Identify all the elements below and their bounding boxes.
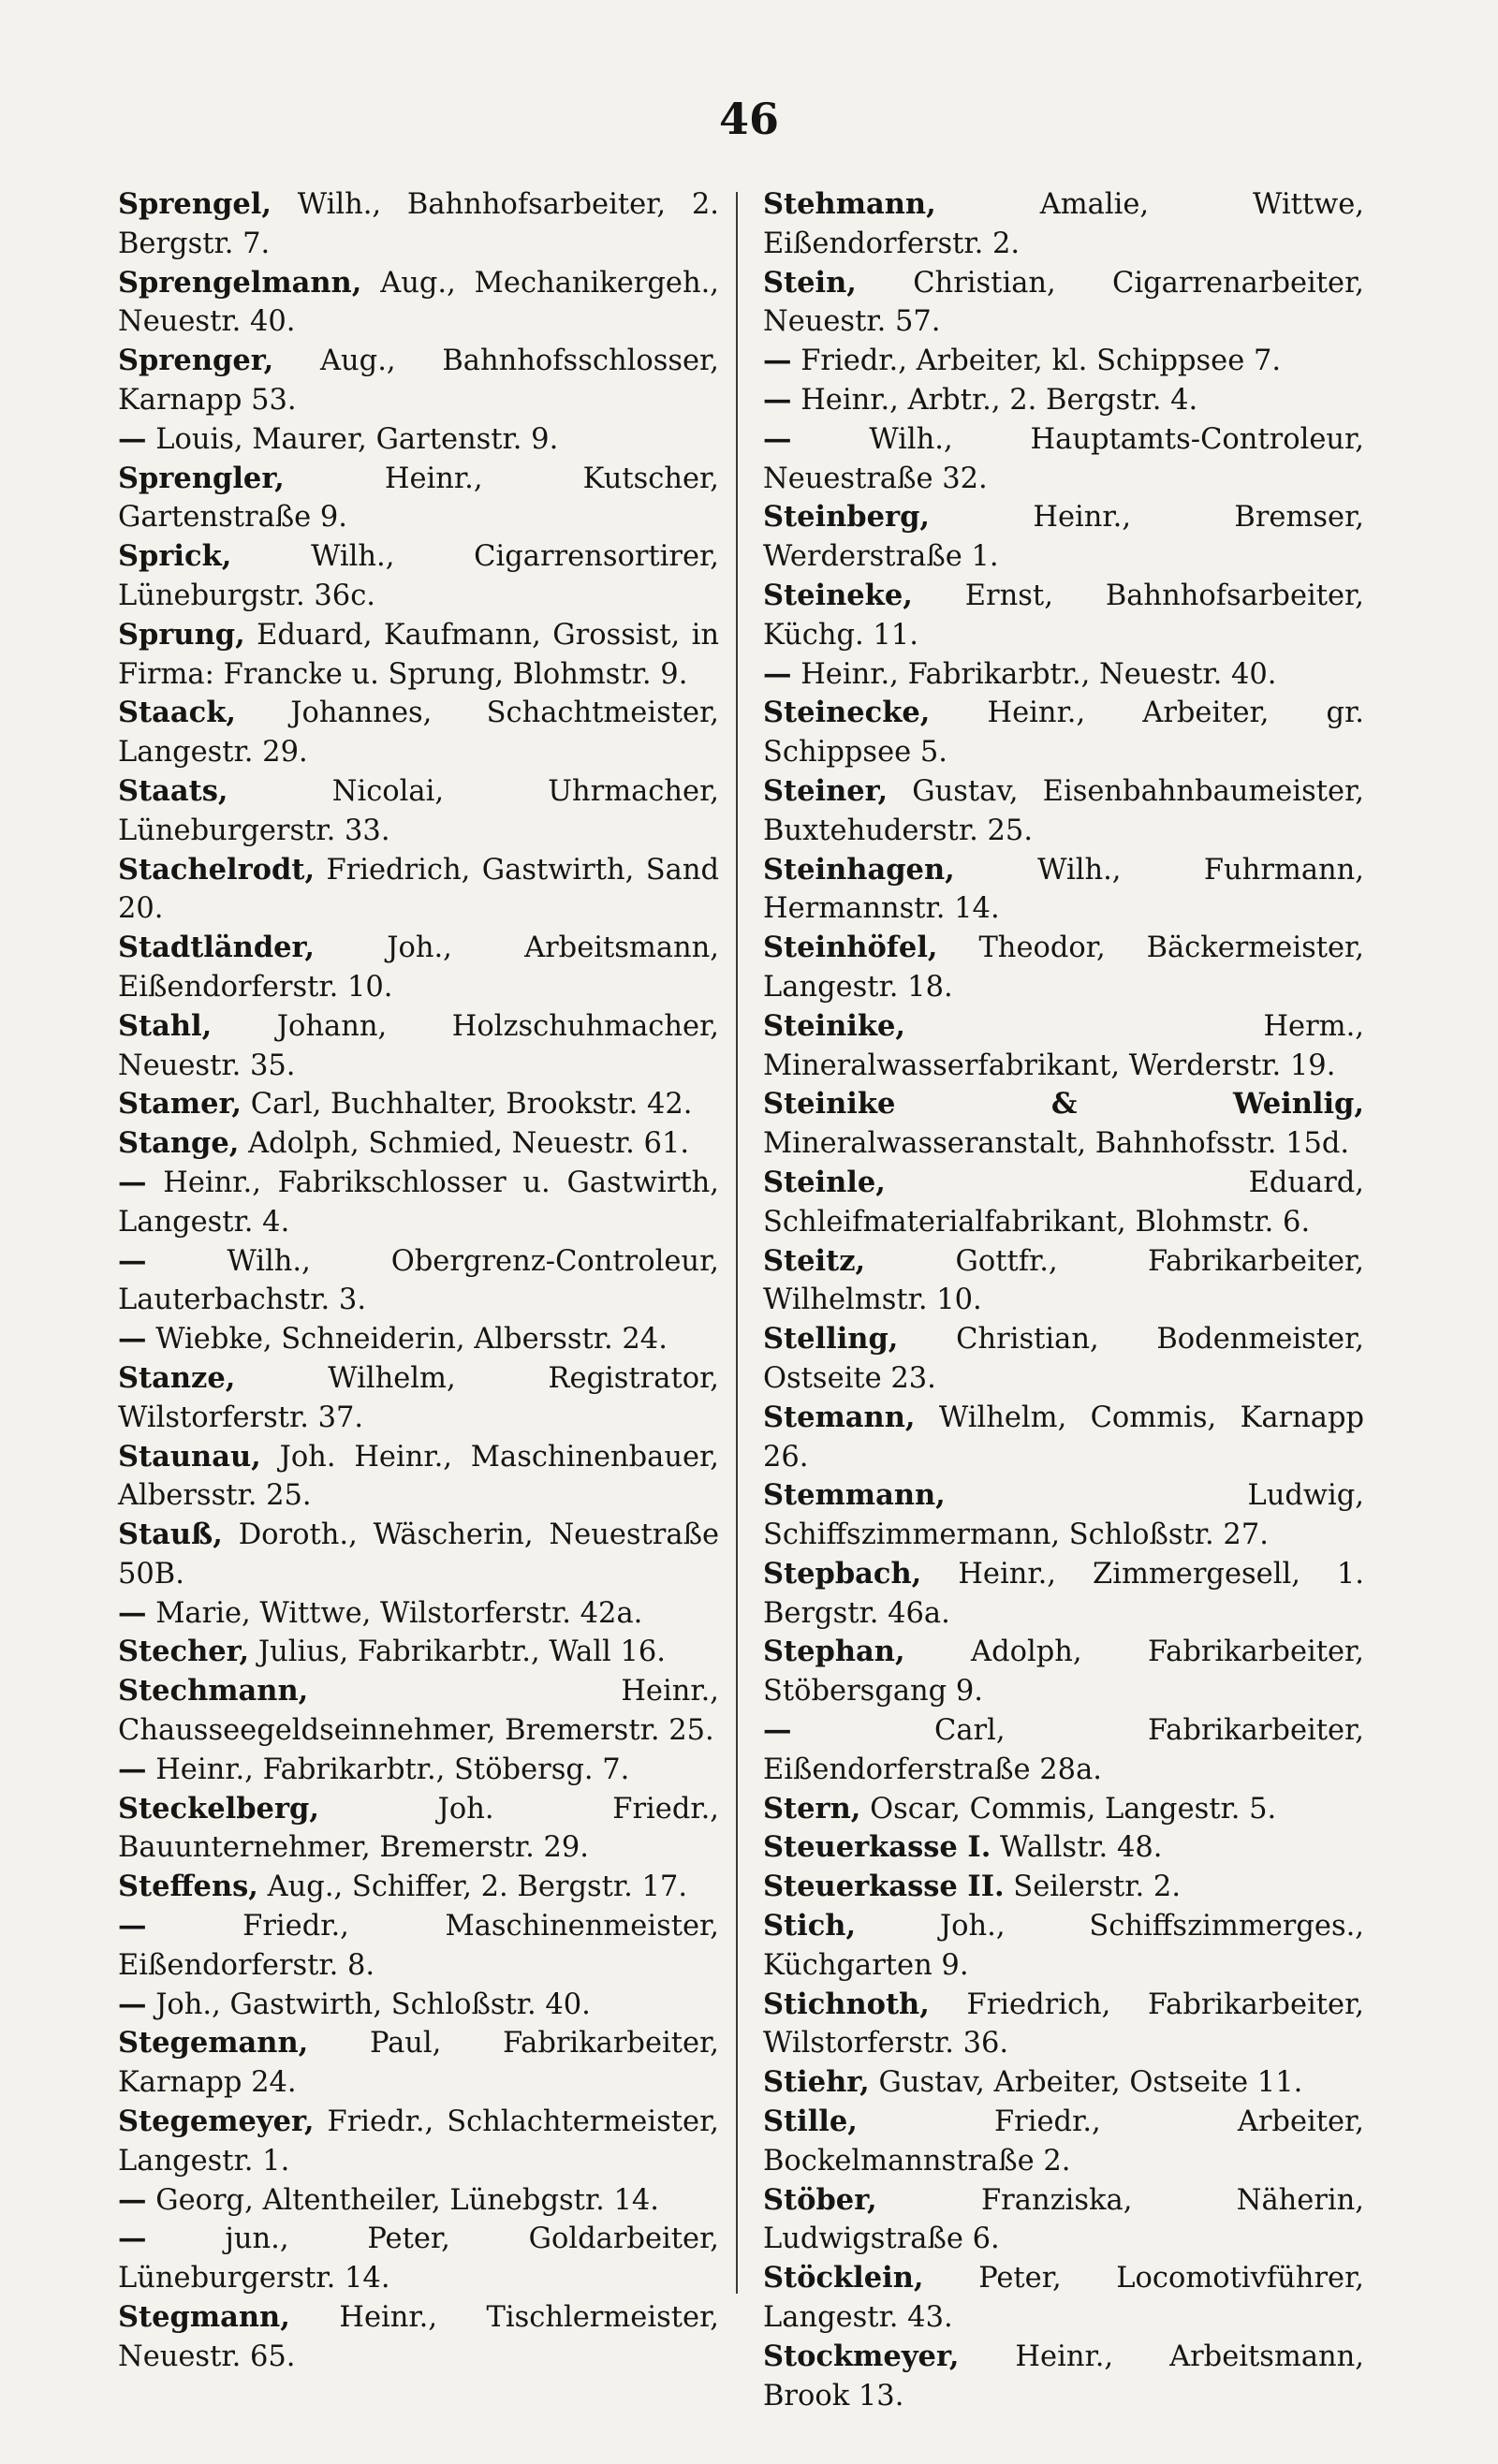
entry-details: Doroth., Wäscherin, Neuestraße 50B. (118, 1518, 719, 1591)
directory-entry (118, 537, 719, 616)
entry-surname: Steineke, (763, 578, 913, 612)
entry-surname: Stephan, (763, 1635, 905, 1669)
entry-details: Heinr., Chausseegeldseinnehmer, Bremerstr. 25. (118, 1675, 719, 1748)
directory-entry (118, 1868, 719, 1907)
entry-details: Herm., Mineralwasserfabrikant, Werderstr. 19. (763, 1009, 1364, 1082)
entry-surname: — (118, 2182, 147, 2217)
entry-details: Heinr., Arbeiter, gr. Schippsee 5. (763, 697, 1365, 770)
directory-entry (763, 1868, 1364, 1907)
directory-entry (118, 1633, 719, 1672)
entry-surname: — (763, 382, 792, 417)
directory-entry (763, 1242, 1364, 1321)
directory-entry (763, 1164, 1364, 1242)
entry-details: Joh. Friedr., Bauunternehmer, Bremerstr. 29. (118, 1792, 719, 1865)
entry-details: Eduard, Schleifmaterialfabrikant, Blohmstr. 6. (763, 1166, 1364, 1239)
entry-surname: Steuerkasse II. (763, 1870, 1005, 1904)
entry-surname: Stockmeyer, (763, 2339, 960, 2373)
directory-entry (763, 1986, 1364, 2064)
entry-details: Franziska, Näherin, Ludwigstraße 6. (763, 2183, 1364, 2256)
directory-entry (118, 2103, 719, 2181)
directory-entry (118, 264, 719, 343)
directory-entry (118, 1516, 719, 1594)
entry-details: Georg, Altentheiler, Lünebgstr. 14. (155, 2183, 660, 2217)
entry-details: Wallstr. 48. (1000, 1831, 1163, 1865)
directory-entry (763, 1399, 1364, 1477)
directory-entry (763, 342, 1364, 381)
entry-details: Marie, Wittwe, Wilstorferstr. 42a. (155, 1596, 643, 1630)
directory-entry (118, 1986, 719, 2025)
entry-surname: Steinike, (763, 1008, 906, 1043)
entry-details: Wilh., Cigarrensortirer, Lüneburgstr. 36c. (118, 540, 719, 612)
entry-surname: Sprung, (118, 617, 245, 652)
entry-details: Heinr., Arbeitsmann, Brook 13. (763, 2339, 1364, 2413)
entry-details: Ernst, Bahnhofsarbeiter, Küchg. 11. (763, 579, 1364, 652)
entry-details: Julius, Fabrikarbtr., Wall 16. (257, 1635, 666, 1669)
directory-entry (118, 2024, 719, 2103)
entry-surname: Steiner, (763, 773, 889, 808)
entry-surname: Steinhagen, (763, 852, 955, 887)
directory-entry (763, 1790, 1364, 1829)
entry-surname: Staats, (118, 773, 228, 808)
entry-details: Heinr., Kutscher, Gartenstraße 9. (118, 462, 719, 535)
entry-surname: Stechmann, (118, 1674, 309, 1709)
entry-surname: Stiehr, (763, 2065, 870, 2100)
entry-surname: Stille, (763, 2105, 858, 2139)
entry-details: Friedrich, Fabrikarbeiter, Wilstorferstr. 36. (763, 1987, 1364, 2061)
directory-entry (763, 1907, 1364, 1986)
directory-entry (118, 1242, 719, 1321)
entry-surname: Steitz, (763, 1243, 866, 1278)
entry-surname: Stehmann, (763, 187, 936, 221)
directory-entry (118, 1085, 719, 1124)
entry-surname: Steinberg, (763, 500, 931, 535)
directory-entry (763, 851, 1364, 930)
entry-surname: Stöcklein, (763, 2261, 924, 2295)
entry-surname: Stanze, (118, 1360, 236, 1395)
entry-details: Amalie, Wittwe, Eißendorferstr. 2. (763, 188, 1364, 260)
entry-details: jun., Peter, Goldarbeiter, Lüneburgerstr. 14. (118, 2222, 719, 2295)
entry-details: Eduard, Kaufmann, Grossist, in Firma: Francke u. Sprung, Blohmstr. 9. (118, 618, 719, 691)
entry-details: Friedrich, Gastwirth, Sand 20. (118, 853, 719, 926)
entry-details: Heinr., Arbtr., 2. Bergstr. 4. (800, 383, 1198, 417)
directory-entry (118, 185, 719, 264)
directory-entry (118, 1164, 719, 1242)
entry-details: Nicolai, Uhrmacher, Lüneburgerstr. 33. (118, 774, 719, 847)
entry-details: Christian, Cigarrenarbeiter, Neuestr. 57. (763, 266, 1364, 339)
directory-entry (763, 1085, 1364, 1164)
entry-surname: Stein, (763, 265, 857, 300)
entry-details: Aug., Bahnhofsschlosser, Karnapp 53. (118, 345, 719, 417)
entry-details: Johann, Holzschuhmacher, Neuestr. 35. (118, 1009, 719, 1082)
entry-details: Wilh., Hauptamts-Controleur, Neuestraße 32. (763, 422, 1364, 495)
directory-entry (118, 2220, 719, 2298)
entry-details: Christian, Bodenmeister, Ostseite 23. (763, 1323, 1364, 1395)
entry-details: Friedr., Schlachtermeister, Langestr. 1. (118, 2105, 719, 2178)
directory-entry (763, 381, 1364, 420)
entry-surname: — (118, 2222, 147, 2256)
entry-details: Carl, Fabrikarbeiter, Eißendorferstraße 28a. (763, 1714, 1364, 1786)
directory-entry (118, 460, 719, 538)
entry-details: Theodor, Bäckermeister, Langestr. 18. (763, 931, 1364, 1004)
entry-surname: Sprenger, (118, 344, 274, 378)
directory-entry (118, 929, 719, 1007)
entry-surname: Stahl, (118, 1008, 213, 1043)
entry-surname: Stegmann, (118, 2300, 290, 2335)
directory-entry (763, 2259, 1364, 2338)
directory-entry (118, 1790, 719, 1869)
entry-details: Wiebke, Schneiderin, Albersstr. 24. (155, 1323, 668, 1357)
entry-details: Joh., Arbeitsmann, Eißendorferstr. 10. (118, 931, 719, 1004)
entry-details: Louis, Maurer, Gartenstr. 9. (155, 422, 559, 456)
entry-surname: — (118, 1165, 147, 1199)
entry-surname: Stichnoth, (763, 1987, 930, 2021)
page-number: 46 (718, 94, 779, 144)
entry-surname: Steinle, (763, 1165, 886, 1199)
directory-entry (763, 1320, 1364, 1399)
entry-details: Gottfr., Fabrikarbeiter, Wilhelmstr. 10. (763, 1244, 1364, 1317)
entry-details: Carl, Buchhalter, Brookstr. 42. (250, 1088, 693, 1122)
entry-surname: — (118, 1987, 147, 2021)
entry-surname: Stecher, (118, 1635, 250, 1669)
directory-entry (763, 2338, 1364, 2416)
entry-surname: Stegemann, (118, 2026, 309, 2061)
entry-surname: Sprengler, (118, 461, 285, 495)
directory-entry (763, 577, 1364, 655)
directory-entry (118, 1907, 719, 1986)
directory-entry (763, 2063, 1364, 2103)
entry-surname: Stauß, (118, 1518, 223, 1552)
directory-entry (118, 694, 719, 772)
entry-surname: — (763, 421, 792, 456)
directory-entry (118, 1124, 719, 1164)
right-column (763, 185, 1364, 2415)
entry-surname: Stange, (118, 1126, 240, 1161)
entry-surname: Steinike & Weinlig, (763, 1087, 1364, 1122)
directory-entry (118, 2181, 719, 2221)
directory-entry (763, 1828, 1364, 1868)
directory-entry (118, 1672, 719, 1751)
directory-entry (118, 1007, 719, 1086)
directory-entry (118, 342, 719, 420)
directory-entry (118, 851, 719, 930)
directory-entry (763, 1711, 1364, 1790)
entry-surname: — (118, 1243, 147, 1278)
directory-entry (118, 616, 719, 695)
directory-entry (763, 772, 1364, 851)
entry-surname: Stamer, (118, 1087, 242, 1122)
directory-entry (763, 185, 1364, 264)
entry-details: Johannes, Schachtmeister, Langestr. 29. (118, 697, 719, 770)
entry-details: Adolph, Fabrikarbeiter, Stöbersgang 9. (763, 1635, 1364, 1709)
entry-surname: Steuerkasse I. (763, 1830, 991, 1865)
entry-surname: Stich, (763, 1909, 857, 1943)
entry-surname: Sprick, (118, 539, 232, 574)
entry-details: Heinr., Fabrikarbtr., Stöbersg. 7. (155, 1753, 630, 1786)
entry-surname: Stemann, (763, 1400, 916, 1434)
entry-details: Wilhelm, Commis, Karnapp 26. (763, 1401, 1364, 1474)
entry-details: Friedr., Arbeiter, Bockelmannstraße 2. (763, 2105, 1364, 2178)
entry-details: Gustav, Arbeiter, Ostseite 11. (878, 2066, 1303, 2100)
entry-surname: — (118, 1909, 147, 1943)
directory-entry (118, 420, 719, 460)
directory-entry (763, 420, 1364, 499)
entry-details: Heinr., Zimmergesell, 1. Bergstr. 46a. (763, 1557, 1364, 1630)
entry-details: Joh., Schiffszimmerges., Küchgarten 9. (763, 1910, 1364, 1982)
entry-surname: — (763, 656, 792, 691)
entry-details: Joh., Gastwirth, Schloßstr. 40. (155, 1987, 591, 2021)
directory-entry (118, 1320, 719, 1359)
directory-entry (763, 655, 1364, 695)
entry-details: Adolph, Schmied, Neuestr. 61. (248, 1127, 690, 1161)
entry-details: Ludwig, Schiffszimmermann, Schloßstr. 27. (763, 1479, 1364, 1552)
entry-surname: — (118, 1322, 147, 1357)
entry-details: Gustav, Eisenbahnbaumeister, Buxtehuderstr. 25. (763, 774, 1364, 847)
directory-entry (763, 1633, 1364, 1711)
entry-surname: Stachelrodt, (118, 852, 316, 887)
directory-entry (763, 2103, 1364, 2181)
directory-entry (118, 1438, 719, 1517)
entry-surname: Stegemeyer, (118, 2105, 315, 2139)
entry-surname: Sprengelmann, (118, 265, 362, 300)
entry-surname: Stern, (763, 1791, 861, 1826)
entry-surname: — (118, 1752, 147, 1786)
entry-surname: Steinecke, (763, 696, 931, 730)
entry-details: Heinr., Bremser, Werderstraße 1. (763, 501, 1364, 574)
entry-details: Wilh., Obergrenz-Controleur, Lauterbachstr. 3. (118, 1244, 719, 1317)
entry-details: Paul, Fabrikarbeiter, Karnapp 24. (118, 2027, 719, 2100)
column-divider (736, 192, 738, 2294)
entry-details: Joh. Heinr., Maschinenbauer, Albersstr. 25. (118, 1440, 719, 1513)
entry-surname: Sprengel, (118, 187, 272, 221)
entry-details: Heinr., Fabrikarbtr., Neuestr. 40. (800, 657, 1277, 691)
directory-entry (763, 498, 1364, 577)
entry-details: Seilerstr. 2. (1013, 1870, 1182, 1904)
entry-surname: Stadtländer, (118, 931, 316, 965)
entry-surname: — (118, 421, 147, 456)
entry-surname: Stemmann, (763, 1478, 946, 1513)
directory-entry (763, 1476, 1364, 1555)
entry-details: Peter, Locomotivführer, Langestr. 43. (763, 2262, 1364, 2335)
entry-details: Heinr., Tischlermeister, Neuestr. 65. (118, 2301, 719, 2373)
directory-entry (118, 772, 719, 851)
entry-surname: — (763, 1713, 792, 1748)
directory-entry (763, 929, 1364, 1007)
directory-entry (118, 1751, 719, 1790)
entry-details: Aug., Mechanikergeh., Neuestr. 40. (118, 266, 719, 339)
entry-surname: Staunau, (118, 1439, 261, 1474)
entry-details: Wilh., Bahnhofsarbeiter, 2. Bergstr. 7. (118, 188, 720, 260)
directory-entry (763, 694, 1364, 772)
entry-details: Heinr., Fabrikschlosser u. Gastwirth, Langestr. 4. (118, 1166, 719, 1239)
entry-surname: Steckelberg, (118, 1791, 319, 1826)
directory-entry (763, 264, 1364, 343)
entry-surname: Steffens, (118, 1870, 258, 1904)
directory-entry (118, 1359, 719, 1438)
entry-details: Wilh., Fuhrmann, Hermannstr. 14. (763, 853, 1364, 926)
entry-details: Mineralwasseranstalt, Bahnhofsstr. 15d. (763, 1127, 1350, 1161)
entry-details: Wilhelm, Registrator, Wilstorferstr. 37. (118, 1361, 719, 1434)
directory-entry (763, 1555, 1364, 1634)
entry-details: Friedr., Arbeiter, kl. Schippsee 7. (800, 345, 1282, 378)
entry-surname: Steinhöfel, (763, 931, 938, 965)
directory-entry (763, 1007, 1364, 1086)
entry-details: Aug., Schiffer, 2. Bergstr. 17. (267, 1870, 688, 1904)
directory-entry (763, 2181, 1364, 2260)
directory-entry (118, 2298, 719, 2377)
entry-details: Friedr., Maschinenmeister, Eißendorferstr. 8. (118, 1910, 719, 1982)
entry-surname: Stelling, (763, 1322, 899, 1357)
directory-entry (118, 1594, 719, 1634)
entry-surname: — (118, 1595, 147, 1630)
entry-surname: — (763, 344, 792, 378)
entry-surname: Stöber, (763, 2182, 877, 2217)
entry-details: Oscar, Commis, Langestr. 5. (870, 1792, 1277, 1826)
left-column (118, 185, 719, 2377)
entry-surname: Stepbach, (763, 1556, 922, 1591)
entry-surname: Staack, (118, 696, 236, 730)
